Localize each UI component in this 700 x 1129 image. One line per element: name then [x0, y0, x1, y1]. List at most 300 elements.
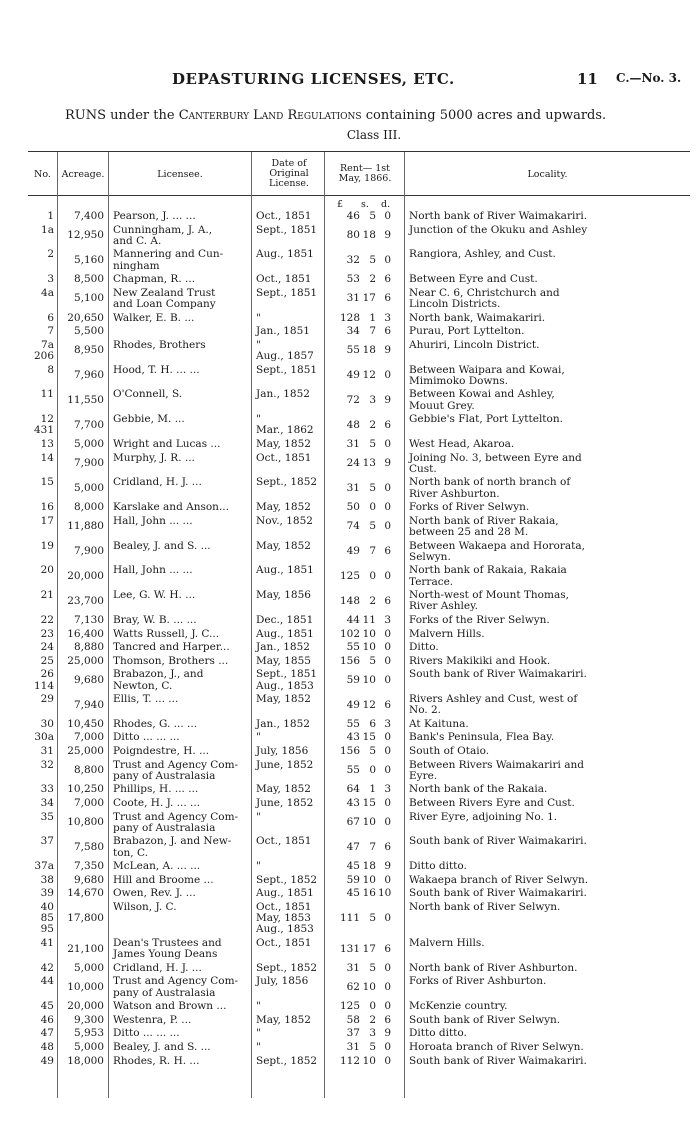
- cell-rl: 72: [346, 393, 360, 406]
- cell-rd: 3: [384, 613, 391, 626]
- cell-rd: 0: [384, 764, 391, 777]
- cell-rl: 46: [346, 210, 360, 222]
- cell-rd: 6: [384, 1013, 391, 1026]
- cell-rl: 49: [346, 369, 360, 382]
- cell-rd: 9: [384, 229, 391, 242]
- cell-rs: 5: [369, 654, 376, 667]
- table-row: [0, 502, 700, 516]
- cell-rd: 0: [384, 797, 391, 810]
- cell-acreage: 7,580: [73, 841, 104, 854]
- cell-acreage: 11,550: [67, 393, 104, 406]
- cell-rd: 0: [384, 961, 391, 974]
- cell-date: Sept., 1851 Aug., 1853: [256, 668, 318, 692]
- cell-date: Aug., 1851: [256, 887, 314, 900]
- cell-rs: 10: [362, 627, 376, 640]
- cell-rs: 17: [362, 942, 376, 955]
- cell-rd: 6: [384, 292, 391, 305]
- cell-acreage: 17,800: [67, 912, 104, 925]
- cell-rl: 31: [346, 481, 360, 494]
- cell-acreage: 7,130: [73, 613, 104, 626]
- cell-no: 23: [40, 627, 54, 640]
- cell-locality: South of Otaio.: [409, 745, 490, 758]
- cell-licensee: Pearson, J. ... ...: [113, 210, 196, 222]
- cell-rd: 0: [384, 520, 391, 533]
- cell-acreage: 10,800: [67, 816, 104, 829]
- cell-date: May, 1856: [256, 589, 311, 602]
- cell-licensee: Westenra, P. ...: [113, 1013, 192, 1026]
- cell-rs: 0: [369, 569, 376, 582]
- cell-acreage: 8,000: [73, 501, 104, 514]
- cell-rs: 15: [362, 797, 376, 810]
- subtitle-prefix: RUNS under the: [65, 108, 175, 123]
- cell-licensee: Dean's Trustees and James Young Deans: [113, 937, 222, 961]
- cell-locality: Ditto ditto.: [409, 1027, 467, 1040]
- cell-acreage: 7,000: [73, 731, 104, 744]
- cell-licensee: Bealey, J. and S. ...: [113, 1041, 211, 1053]
- cell-licensee: Hill and Broome ...: [113, 873, 214, 886]
- cell-no: 48: [40, 1041, 54, 1053]
- cell-rs: 2: [369, 273, 376, 286]
- col-header-date: Date of Original License.: [269, 158, 309, 189]
- cell-date: May, 1852: [256, 693, 311, 706]
- cell-locality: North bank of north branch of River Ashburton.: [409, 476, 571, 500]
- cell-rd: 0: [384, 816, 391, 829]
- table-row: [0, 313, 700, 327]
- cell-no: 15: [40, 476, 54, 489]
- cell-rs: 3: [369, 1027, 376, 1040]
- cell-rd: 6: [384, 418, 391, 431]
- cell-no: 17: [40, 514, 54, 527]
- cell-acreage: 20,650: [67, 311, 104, 324]
- cell-date: May, 1852: [256, 437, 311, 450]
- cell-rd: 9: [384, 457, 391, 470]
- cell-date: ": [256, 1027, 261, 1040]
- cell-no: 29: [40, 693, 54, 706]
- cell-no: 1: [47, 210, 54, 222]
- cell-rs: 11: [362, 613, 376, 626]
- table-row: [0, 938, 700, 963]
- cell-rl: 58: [346, 1013, 360, 1026]
- cell-locality: Gebbie's Flat, Port Lyttelton.: [409, 413, 563, 426]
- cell-rl: 111: [339, 912, 360, 925]
- cell-licensee: Owen, Rev. J. ...: [113, 887, 196, 900]
- cell-locality: Wakaepa branch of River Selwyn.: [409, 873, 589, 886]
- cell-no: 30a: [34, 731, 54, 744]
- table-row: [0, 288, 700, 313]
- cell-rd: 0: [384, 481, 391, 494]
- cell-rd: 0: [384, 673, 391, 686]
- cell-rd: 0: [384, 210, 391, 222]
- table-row: [0, 340, 700, 365]
- cell-no: 37: [40, 835, 54, 848]
- cell-rs: 5: [369, 1041, 376, 1053]
- cell-no: 30: [40, 717, 54, 730]
- cell-acreage: 23,700: [67, 594, 104, 607]
- cell-rd: 6: [384, 273, 391, 286]
- cell-licensee: Hall, John ... ...: [113, 514, 193, 527]
- cell-no: 45: [40, 1000, 54, 1013]
- cell-locality: North bank of the Rakaia.: [409, 783, 548, 796]
- cell-rs: 1: [369, 783, 376, 796]
- cell-rs: 10: [362, 1054, 376, 1067]
- cell-rs: 15: [362, 731, 376, 744]
- table-row: [0, 516, 700, 541]
- cell-rd: 0: [384, 745, 391, 758]
- cell-acreage: 14,670: [67, 887, 104, 900]
- table-row: [0, 760, 700, 785]
- cell-acreage: 16,400: [67, 627, 104, 640]
- cell-date: May, 1852: [256, 539, 311, 552]
- table-row: [0, 1015, 700, 1029]
- cell-rl: 55: [346, 717, 360, 730]
- cell-rl: 49: [346, 698, 360, 711]
- cell-rd: 9: [384, 1027, 391, 1040]
- cell-rl: 49: [346, 545, 360, 558]
- table-row: [0, 1056, 700, 1070]
- cell-date: Sept., 1851: [256, 363, 318, 376]
- cell-licensee: Cridland, H. J. ...: [113, 961, 202, 974]
- cell-locality: Between Wakaepa and Hororata, Selwyn.: [409, 539, 585, 563]
- cell-rl: 59: [346, 673, 360, 686]
- cell-rl: 32: [346, 253, 360, 266]
- cell-acreage: 18,000: [67, 1054, 104, 1067]
- cell-rd: 0: [384, 501, 391, 514]
- cell-date: Oct., 1851 May, 1853 Aug., 1853: [256, 901, 314, 936]
- cell-rd: 0: [384, 369, 391, 382]
- cell-date: Oct., 1851: [256, 937, 312, 950]
- cell-licensee: Poigndestre, H. ...: [113, 745, 210, 758]
- cell-no: 38: [40, 873, 54, 886]
- cell-rl: 156: [339, 654, 360, 667]
- cell-licensee: Trust and Agency Com- pany of Australasia: [113, 758, 239, 782]
- cell-licensee: Murphy, J. R. ...: [113, 451, 195, 464]
- cell-rl: 50: [346, 501, 360, 514]
- cell-rs: 7: [369, 545, 376, 558]
- cell-acreage: 7,960: [73, 369, 104, 382]
- table-row: [0, 642, 700, 656]
- cell-licensee: Cridland, H. J. ...: [113, 476, 202, 489]
- cell-rl: 55: [346, 641, 360, 654]
- table-subtitle: [65, 108, 606, 123]
- cell-date: " Aug., 1857: [256, 338, 314, 362]
- cell-licensee: Brabazon, J., and Newton, C.: [113, 668, 204, 692]
- table-row: [0, 1001, 700, 1015]
- cell-locality: Between Eyre and Cust.: [409, 273, 538, 286]
- cell-no: 12 431: [33, 413, 54, 437]
- cell-rd: 0: [384, 253, 391, 266]
- cell-rl: 44: [346, 613, 360, 626]
- cell-rl: 43: [346, 731, 360, 744]
- cell-licensee: Rhodes, R. H. ...: [113, 1054, 200, 1067]
- cell-rs: 13: [362, 457, 376, 470]
- cell-no: 42: [40, 961, 54, 974]
- cell-rs: 18: [362, 860, 376, 873]
- cell-locality: Ditto.: [409, 641, 439, 654]
- cell-acreage: 9,680: [73, 873, 104, 886]
- cell-rd: 0: [384, 981, 391, 994]
- col-header-licensee: Licensee.: [157, 169, 203, 180]
- cell-date: Oct., 1851: [256, 451, 312, 464]
- page-number: 11: [577, 70, 598, 88]
- cell-rl: 45: [346, 887, 360, 900]
- cell-acreage: 9,680: [73, 673, 104, 686]
- cell-rd: 0: [384, 654, 391, 667]
- cell-no: 4a: [41, 286, 54, 299]
- cell-no: 25: [40, 654, 54, 667]
- cell-locality: North bank of River Rakaia, between 25 and 28 M.: [409, 514, 559, 538]
- cell-acreage: 12,950: [67, 229, 104, 242]
- cell-rd: 6: [384, 942, 391, 955]
- cell-acreage: 10,250: [67, 783, 104, 796]
- cell-no: 1a: [41, 223, 54, 236]
- cell-rs: 3: [369, 393, 376, 406]
- cell-no: 14: [40, 451, 54, 464]
- cell-date: Aug., 1851: [256, 248, 314, 261]
- cell-no: 11: [40, 388, 54, 401]
- cell-date: ": [256, 1000, 261, 1013]
- cell-locality: Rangiora, Ashley, and Cust.: [409, 248, 556, 261]
- table-row: [0, 365, 700, 390]
- cell-date: ": [256, 311, 261, 324]
- cell-licensee: O'Connell, S.: [113, 388, 183, 401]
- cell-locality: North bank of River Selwyn.: [409, 901, 561, 914]
- cell-acreage: 7,700: [73, 418, 104, 431]
- cell-rl: 31: [346, 437, 360, 450]
- cell-rd: 3: [384, 311, 391, 324]
- table-row: [0, 439, 700, 453]
- table-row: [0, 732, 700, 746]
- cell-locality: Horoata branch of River Selwyn.: [409, 1041, 584, 1053]
- cell-acreage: 20,000: [67, 569, 104, 582]
- cell-locality: South bank of River Waimakariri.: [409, 1054, 587, 1067]
- cell-licensee: Cunningham, J. A., and C. A.: [113, 223, 213, 247]
- cell-rl: 156: [339, 745, 360, 758]
- col-header-locality: Locality.: [527, 169, 568, 180]
- cell-locality: South bank of River Selwyn.: [409, 1013, 561, 1026]
- cell-locality: Rivers Ashley and Cust, west of No. 2.: [409, 693, 578, 717]
- cell-licensee: Lee, G. W. H. ...: [113, 589, 196, 602]
- cell-licensee: Phillips, H. ... ...: [113, 783, 199, 796]
- cell-locality: North bank of Rakaia, Rakaia Terrace.: [409, 564, 567, 588]
- cell-acreage: 10,000: [67, 981, 104, 994]
- cell-date: Nov., 1852: [256, 514, 313, 527]
- cell-no: 49: [40, 1054, 54, 1067]
- cell-rs: 5: [369, 745, 376, 758]
- cell-rs: 5: [369, 961, 376, 974]
- cell-locality: Near C. 6, Christchurch and Lincoln Districts.: [409, 286, 560, 310]
- cell-licensee: Ditto ... ... ...: [113, 1027, 180, 1040]
- cell-rl: 102: [339, 627, 360, 640]
- cell-acreage: 20,000: [67, 1000, 104, 1013]
- table-row: [0, 453, 700, 478]
- class-label: Class III.: [346, 128, 402, 142]
- table-row: [0, 976, 700, 1001]
- table-row: [0, 798, 700, 812]
- cell-locality: At Kaituna.: [409, 717, 469, 730]
- table-row: [0, 249, 700, 274]
- cell-rl: 55: [346, 764, 360, 777]
- cell-acreage: 8,950: [73, 344, 104, 357]
- cell-locality: Between Waipara and Kowai, Mimimoko Downs.: [409, 363, 565, 387]
- cell-licensee: Brabazon, J. and New- ton, C.: [113, 835, 232, 859]
- cell-locality: North bank of River Ashburton.: [409, 961, 578, 974]
- cell-rd: 0: [384, 1000, 391, 1013]
- cell-date: May, 1852: [256, 1013, 311, 1026]
- unit-pounds: £: [337, 199, 344, 210]
- cell-no: 34: [40, 797, 54, 810]
- cell-acreage: 7,900: [73, 545, 104, 558]
- table-row: [0, 629, 700, 643]
- cell-no: 7: [47, 325, 54, 338]
- cell-acreage: 5,500: [73, 325, 104, 338]
- cell-rd: 6: [384, 594, 391, 607]
- cell-date: ": [256, 1041, 261, 1053]
- cell-rs: 12: [362, 369, 376, 382]
- runs-table-body: [0, 211, 700, 1069]
- cell-rl: 34: [346, 325, 360, 338]
- cell-no: 22: [40, 613, 54, 626]
- cell-date: Aug., 1851: [256, 627, 314, 640]
- cell-acreage: 5,000: [73, 1041, 104, 1053]
- cell-no: 19: [40, 539, 54, 552]
- cell-rl: 31: [346, 961, 360, 974]
- cell-locality: Between Rivers Eyre and Cust.: [409, 797, 575, 810]
- cell-date: Sept., 1852: [256, 873, 318, 886]
- cell-no: 41: [40, 937, 54, 950]
- cell-acreage: 5,000: [73, 437, 104, 450]
- cell-rd: 0: [384, 641, 391, 654]
- cell-locality: North bank of River Waimakariri.: [409, 210, 588, 222]
- cell-licensee: Watson and Brown ...: [113, 1000, 227, 1013]
- cell-locality: Rivers Makikiki and Hook.: [409, 654, 551, 667]
- cell-no: 44: [40, 975, 54, 988]
- cell-rl: 64: [346, 783, 360, 796]
- table-row: [0, 477, 700, 502]
- cell-acreage: 7,900: [73, 457, 104, 470]
- table-row: [0, 1042, 700, 1056]
- cell-rd: 6: [384, 698, 391, 711]
- cell-acreage: 25,000: [67, 745, 104, 758]
- page-header: [0, 70, 700, 90]
- table-row: [0, 326, 700, 340]
- table-row: [0, 565, 700, 590]
- cell-no: 13: [40, 437, 54, 450]
- cell-rl: 80: [346, 229, 360, 242]
- cell-licensee: Hood, T. H. ... ...: [113, 363, 200, 376]
- cell-licensee: Tancred and Harper...: [113, 641, 230, 654]
- cell-licensee: Thomson, Brothers ...: [113, 654, 229, 667]
- cell-licensee: Chapman, R. ...: [113, 273, 196, 286]
- cell-rs: 5: [369, 912, 376, 925]
- cell-date: ": [256, 810, 261, 823]
- cell-rs: 5: [369, 437, 376, 450]
- table-row: [0, 812, 700, 837]
- cell-rs: 7: [369, 325, 376, 338]
- cell-rl: 48: [346, 418, 360, 431]
- cell-rs: 10: [362, 673, 376, 686]
- cell-rl: 148: [339, 594, 360, 607]
- cell-locality: Between Rivers Waimakariri and Eyre.: [409, 758, 584, 782]
- cell-licensee: Trust and Agency Com- pany of Australasia: [113, 975, 239, 999]
- cell-rs: 5: [369, 210, 376, 222]
- cell-date: Jan., 1852: [256, 641, 310, 654]
- cell-rd: 9: [384, 344, 391, 357]
- cell-rl: 45: [346, 860, 360, 873]
- cell-rl: 37: [346, 1027, 360, 1040]
- table-row: [0, 590, 700, 615]
- cell-locality: Forks of River Ashburton.: [409, 975, 547, 988]
- cell-rs: 1: [369, 311, 376, 324]
- cell-no: 3: [47, 273, 54, 286]
- cell-licensee: Mannering and Cun- ningham: [113, 248, 224, 272]
- cell-date: Jan., 1851: [256, 325, 310, 338]
- cell-date: Oct., 1851: [256, 835, 312, 848]
- cell-rd: 0: [384, 569, 391, 582]
- cell-no: 46: [40, 1013, 54, 1026]
- cell-rd: 10: [378, 887, 392, 900]
- cell-rd: 6: [384, 325, 391, 338]
- unit-shillings: s.: [361, 199, 369, 210]
- cell-no: 24: [40, 641, 54, 654]
- cell-acreage: 21,100: [67, 942, 104, 955]
- subtitle-suffix: containing 5000 acres and upwards.: [365, 108, 607, 123]
- cell-acreage: 25,000: [67, 654, 104, 667]
- cell-locality: North bank, Waimakariri.: [409, 311, 546, 324]
- cell-rd: 6: [384, 841, 391, 854]
- table-row: [0, 656, 700, 670]
- cell-rl: 67: [346, 816, 360, 829]
- cell-rd: 0: [384, 627, 391, 640]
- page-title: DEPASTURING LICENSES, ETC.: [172, 70, 455, 88]
- cell-acreage: 11,880: [67, 520, 104, 533]
- cell-date: May, 1852: [256, 501, 311, 514]
- cell-acreage: 7,350: [73, 860, 104, 873]
- cell-locality: Forks of River Selwyn.: [409, 501, 530, 514]
- cell-rs: 18: [362, 229, 376, 242]
- cell-date: ": [256, 860, 261, 873]
- table-row: [0, 963, 700, 977]
- cell-date: Oct., 1851: [256, 273, 312, 286]
- col-header-acreage: Acreage.: [61, 169, 105, 180]
- cell-rs: 0: [369, 501, 376, 514]
- cell-date: " Mar., 1862: [256, 413, 314, 437]
- cell-no: 6: [47, 311, 54, 324]
- cell-rs: 17: [362, 292, 376, 305]
- table-row: [0, 1028, 700, 1042]
- cell-date: July, 1856: [256, 745, 309, 758]
- cell-date: Sept., 1851: [256, 286, 318, 299]
- cell-locality: Bank's Peninsula, Flea Bay.: [409, 731, 555, 744]
- cell-date: Oct., 1851: [256, 210, 312, 222]
- cell-no: 21: [40, 589, 54, 602]
- table-row: [0, 719, 700, 733]
- cell-rd: 3: [384, 717, 391, 730]
- cell-no: 32: [40, 758, 54, 771]
- cell-date: June, 1852: [256, 797, 314, 810]
- cell-rd: 0: [384, 437, 391, 450]
- cell-acreage: 10,450: [67, 717, 104, 730]
- cell-licensee: Watts Russell, J. C...: [113, 627, 220, 640]
- table-row: [0, 836, 700, 861]
- cell-no: 26 114: [33, 668, 54, 692]
- cell-locality: Malvern Hills.: [409, 937, 485, 950]
- paper-reference: C.—No. 3.: [616, 71, 682, 85]
- cell-no: 20: [40, 564, 54, 577]
- unit-pence: d.: [381, 199, 391, 210]
- cell-rl: 43: [346, 797, 360, 810]
- cell-rs: 5: [369, 481, 376, 494]
- cell-licensee: Coote, H. J. ... ...: [113, 797, 201, 810]
